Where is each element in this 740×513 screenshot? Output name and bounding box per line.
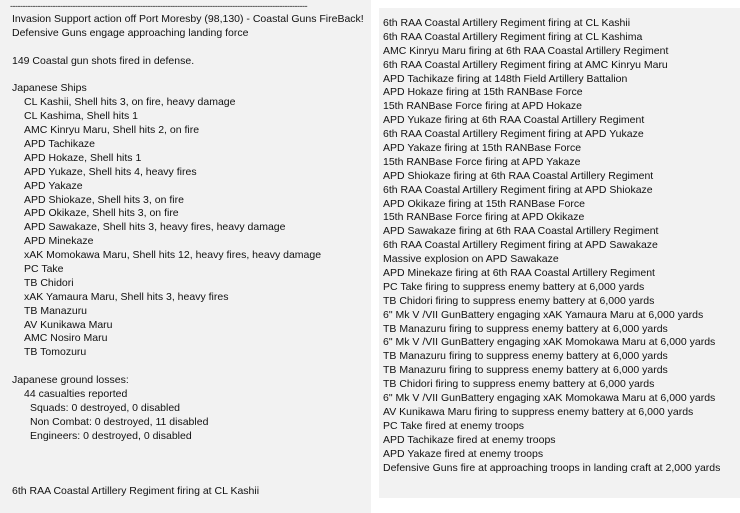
ship-entry: AMC Nosiro Maru [24, 332, 108, 345]
ship-entry: PC Take [24, 263, 64, 276]
combat-log-line: APD Okikaze firing at 15th RANBase Force [383, 197, 585, 210]
loss-entry: Squads: 0 destroyed, 0 disabled [30, 401, 181, 414]
combat-log-line: APD Tachikaze fired at enemy troops [383, 433, 556, 446]
combat-log [383, 17, 738, 475]
ship-entry: xAK Momokawa Maru, Shell hits 12, heavy fires, heavy damage [24, 249, 322, 262]
combat-log-line: Defensive Guns fire at approaching troops in landing craft at 2,000 yards [383, 461, 721, 474]
combat-log-line: 6" Mk V /VII GunBattery engaging xAK Momokawa Maru at 6,000 yards [383, 336, 716, 349]
combat-log-line: 6" Mk V /VII GunBattery engaging xAK Momokawa Maru at 6,000 yards [383, 392, 716, 405]
combat-log-line: 6" Mk V /VII GunBattery engaging xAK Yamaura Maru at 6,000 yards [383, 308, 704, 321]
combat-log-line: 6th RAA Coastal Artillery Regiment firing at CL Kashima [383, 30, 643, 43]
ground-losses-heading: Japanese ground losses: [12, 374, 129, 387]
ship-entry: TB Tomozuru [24, 346, 87, 359]
combat-log-line: APD Yakaze fired at enemy troops [383, 447, 544, 460]
combat-log-line: APD Minekaze firing at 6th RAA Coastal Artillery Regiment [383, 267, 655, 280]
combat-log-line: APD Shiokaze firing at 6th RAA Coastal Artillery Regiment [383, 169, 654, 182]
combat-log-line: 6th RAA Coastal Artillery Regiment firing at AMC Kinryu Maru [383, 58, 668, 71]
ship-entry: APD Shiokaze, Shell hits 3, on fire [24, 193, 184, 206]
combat-log-line: APD Yukaze firing at 6th RAA Coastal Artillery Regiment [383, 114, 645, 127]
loss-entry: Engineers: 0 destroyed, 0 disabled [30, 429, 192, 442]
ship-entry: AV Kunikawa Maru [24, 318, 113, 331]
combat-report-right-panel [379, 8, 740, 498]
combat-log-line: AMC Kinryu Maru firing at 6th RAA Coastal Artillery Regiment [383, 44, 669, 57]
combat-log-line: TB Manazuru firing to suppress enemy battery at 6,000 yards [383, 364, 668, 377]
combat-log-line: TB Chidori firing to suppress enemy battery at 6,000 yards [383, 294, 655, 307]
ship-list [12, 96, 367, 360]
combat-log-line: 6th RAA Coastal Artillery Regiment firing at CL Kashii [383, 17, 631, 29]
combat-log-line: 6th RAA Coastal Artillery Regiment firing at APD Sawakaze [383, 239, 658, 252]
report-subtitle: Defensive Guns engage approaching landing force [12, 26, 249, 39]
combat-log-line: 6th RAA Coastal Artillery Regiment firing at APD Shiokaze [383, 183, 653, 196]
combat-log-line: 15th RANBase Force firing at APD Hokaze [383, 100, 583, 113]
combat-log-line: APD Tachikaze firing at 148th Field Artillery Battalion [383, 72, 628, 85]
casualties-text: 44 casualties reported [24, 388, 128, 401]
ship-entry: APD Sawakaze, Shell hits 3, heavy fires, heavy damage [24, 221, 286, 234]
combat-log-line: TB Manazuru firing to suppress enemy battery at 6,000 yards [383, 350, 668, 363]
shots-fired-text: 149 Coastal gun shots fired in defense. [12, 54, 195, 67]
ship-entry: CL Kashima, Shell hits 1 [24, 110, 138, 123]
ship-entry: TB Chidori [24, 276, 74, 289]
combat-log-line: APD Yakaze firing at 15th RANBase Force [383, 142, 582, 155]
combat-log-line: TB Chidori firing to suppress enemy battery at 6,000 yards [383, 378, 655, 391]
report-title: Invasion Support action off Port Moresby (98,130) - Coastal Guns FireBack! [12, 13, 364, 25]
separator-line: ----------------------------------------------------------------------------------------------------------------------- [10, 2, 308, 11]
combat-log-line: PC Take fired at enemy troops [383, 419, 525, 432]
combat-log-line: 15th RANBase Force firing at APD Yakaze [383, 155, 581, 168]
ship-entry: APD Tachikaze [24, 138, 96, 151]
ship-entry: APD Hokaze, Shell hits 1 [24, 151, 142, 164]
combat-log-line: 15th RANBase Force firing at APD Okikaze [383, 211, 585, 224]
ship-entry: xAK Yamaura Maru, Shell hits 3, heavy fires [24, 290, 229, 303]
ship-entry: APD Okikaze, Shell hits 3, on fire [24, 207, 179, 220]
combat-log-line: AV Kunikawa Maru firing to suppress enemy battery at 6,000 yards [383, 405, 694, 418]
ships-heading: Japanese Ships [12, 82, 87, 95]
ship-entry: APD Yukaze, Shell hits 4, heavy fires [24, 165, 197, 178]
ship-entry: TB Manazuru [24, 304, 88, 317]
left-footer-line: 6th RAA Coastal Artillery Regiment firing at CL Kashii [12, 485, 260, 498]
ship-entry: CL Kashii, Shell hits 3, on fire, heavy damage [24, 96, 236, 109]
combat-log-line: TB Manazuru firing to suppress enemy battery at 6,000 yards [383, 322, 668, 335]
combat-log-line: PC Take firing to suppress enemy battery at 6,000 yards [383, 280, 645, 293]
combat-log-line: APD Sawakaze firing at 6th RAA Coastal Artillery Regiment [383, 225, 659, 238]
combat-log-line: Massive explosion on APD Sawakaze [383, 253, 559, 266]
ship-entry: AMC Kinryu Maru, Shell hits 2, on fire [24, 124, 200, 137]
combat-report-summary [12, 13, 367, 499]
combat-log-line: APD Hokaze firing at 15th RANBase Force [383, 86, 583, 99]
ship-entry: APD Yakaze [24, 179, 83, 192]
ship-entry: APD Minekaze [24, 235, 94, 248]
combat-log-line: 6th RAA Coastal Artillery Regiment firing at APD Yukaze [383, 128, 644, 141]
loss-entry: Non Combat: 0 destroyed, 11 disabled [30, 415, 209, 428]
loss-list [12, 402, 367, 444]
